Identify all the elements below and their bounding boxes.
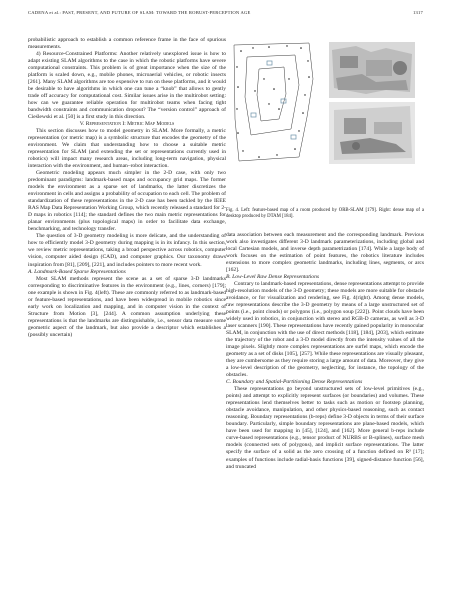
feature-map-image [229,39,318,169]
paragraph: probabilistic approach to establish a common reference frame in the face of spurious measurements. [28,37,226,51]
paragraph-resource-constrained: 4) Resource-Constrained Platforms: Another relatively unexplored issue is how to adapt existing SLAM algorithms to the case in which the robotic platforms have severe computational constraints. This problem is of great importance when the size of the platform is scaled down, e.g., mobile phones, microaerial vehicles, or robotic insects [261]. Many SLAM algorithms are too expensive to run on these platforms, and it would be desirable to have algorithms in which one can tune a “knob” that allows to gently trade off accuracy for computational cost. Similar issues arise in the multirobot setting: how can we guarantee reliable operation for multirobot teams when facing tight bandwidth constraints and communication dropout? The “version control” approach of Cieślewski et al. [50] is a first study in this direction. [28,51,226,121]
paragraph: Geometric modeling appears much simpler in the 2-D case, with only two predominant paradigms: landmark-based maps and occupancy grid maps. The former models the environment as a sparse set of landmarks, the latter discretizes the environment in cells and assigns a probability of occupation to each cell. The problem of standardization of these representations in the 2-D case has been tackled by the IEEE RAS Map Data Representation Working Group, which recently released a standard for 2-D maps in robotics [114]; the standard defines the two main metric representations for planar environments (plus topological maps) in order to facilitate data exchange, benchmarking, and technology transfer. [28,170,227,233]
paragraph: This section discusses how to model geometry in SLAM. More formally, a metric representation (or metric map) is a symbolic structure that encodes the geometry of the environment. We claim that understanding how to choose a suitable metric representation for SLAM (and extending the set or representations currently used in robotics) will impact many research areas, including long-term navigation, physical interaction with the environment, and human–robot interaction. [28,128,226,170]
paragraph: Most SLAM methods represent the scene as a set of sparse 3-D landmarks corresponding to discriminative features in the environment (e.g., lines, corners) [179]; one example is shown in Fig. 4(left). These are commonly referred to as landmark-based or feature-based representations, and have been widespread in mobile robotics since early work on localization and mapping, and in computer vision in the context of Structure from Motion [3], [244]. A common assumption underlying these representations is that the landmarks are distinguishable, i.e., sensor data measure some geometric aspect of the landmark, but also provide a descriptor which establishes a (possibly uncertain) [28,275,226,338]
paragraph: The question of 3-D geometry modeling is more delicate, and the understanding of how to efficiently model 3-D geometry during mapping is in its infancy. In this section, we review metric representations, taking a broad perspective across robotics, computer vision, computer aided design (CAD), and computer graphics. Our taxonomy draws inspiration from [81], [209], [221], and includes pointers to more recent work. [28,233,226,268]
right-column [226,232,424,471]
subsection-heading: C. Boundary and Spatial-Partitioning Dense Representations [226,379,363,386]
section-heading: V. Representation I: Metric Map Models [79,121,175,128]
figure-label: Fig. 4. [226,208,240,213]
figure-caption [226,208,424,220]
paragraph: These representations go beyond unstructured sets of low-level primitives (e.g., points) and attempt to explicitly represent surfaces (or boundaries) and volumes. These representations lend themselves better to tasks such as motion or footstep planning, obstacle avoidance, manipulation, and other physics-based reasoning, such as contact reasoning. Boundary representations (b-reps) define 3-D objects in terms of their surface boundary. Particularly, simple boundary representations are plane-based models, which have been used for mapping in [45], [124], and [162]. More general b-reps include curve-based representations (e.g., tensor product of NURBS or B-splines), surface mesh models (connected sets of polygons), and implicit surface representations. The latter specify the surface of a solid as the zero crossing of a function defined on R³ [17]; examples of functions include radial-basis functions [39], signed-distance function [56], and truncated [226,386,424,470]
dense-map-image [326,40,419,168]
caption-text: Left: feature-based map of a room produced by ORB-SLAM [179]. Right: dense map of a desktop produced by DTAM [184]. [226,208,424,219]
paragraph: Contrary to landmark-based representations, dense representations attempt to provide high-resolution models of the 3-D geometry; these models are more suitable for obstacle avoidance, or for visualization and rendering, see Fig. 4(right). Among dense models, raw representations describe the 3-D geometry by means of a large unstructured set of points (i.e., point clouds) or polygons (i.e., polygon soup [222]). Point clouds have been widely used in robotics, in conjunction with stereo and RGB-D cameras, as well as 3-D laser scanners [190]. These representations have recently gained popularity in monocular SLAM, in conjunction with the use of direct methods [118], [184], [203], which estimate the trajectory of the robot and a 3-D model directly from the intensity values of all the image pixels. Slightly more complex representations are surfel maps, which encode the geometry as a set of disks [105], [257]. While these representations are visually pleasant, they are cumbersome as they require storing a large amount of data. Moreover, they give a low-level description of the geometry, neglecting, for instance, the topology of the obstacles. [226,281,424,379]
left-column [28,37,226,339]
figure-4 [226,37,424,197]
subsection-heading: B. Low-Level Raw Dense Representations [226,274,319,281]
header-title: CADENA et al.: PAST, PRESENT, AND FUTURE OF SLAM: TOWARD THE ROBUST-PERCEPTION AGE [28,10,251,15]
running-header [28,10,423,20]
paragraph: data association between each measurement and the corresponding landmark. Previous work also investigates different 3-D landmark parameterizations, including global and local Cartesian models, and inverse depth parametrization [174]. While a large body of work focuses on the estimation of point features, the robotics literature includes extensions to more complex geometric landmarks, including lines, segments, or arcs [162]. [226,232,424,274]
page-number: 1317 [413,10,423,15]
subsection-heading: A. Landmark-Based Sparse Representations [28,268,126,275]
